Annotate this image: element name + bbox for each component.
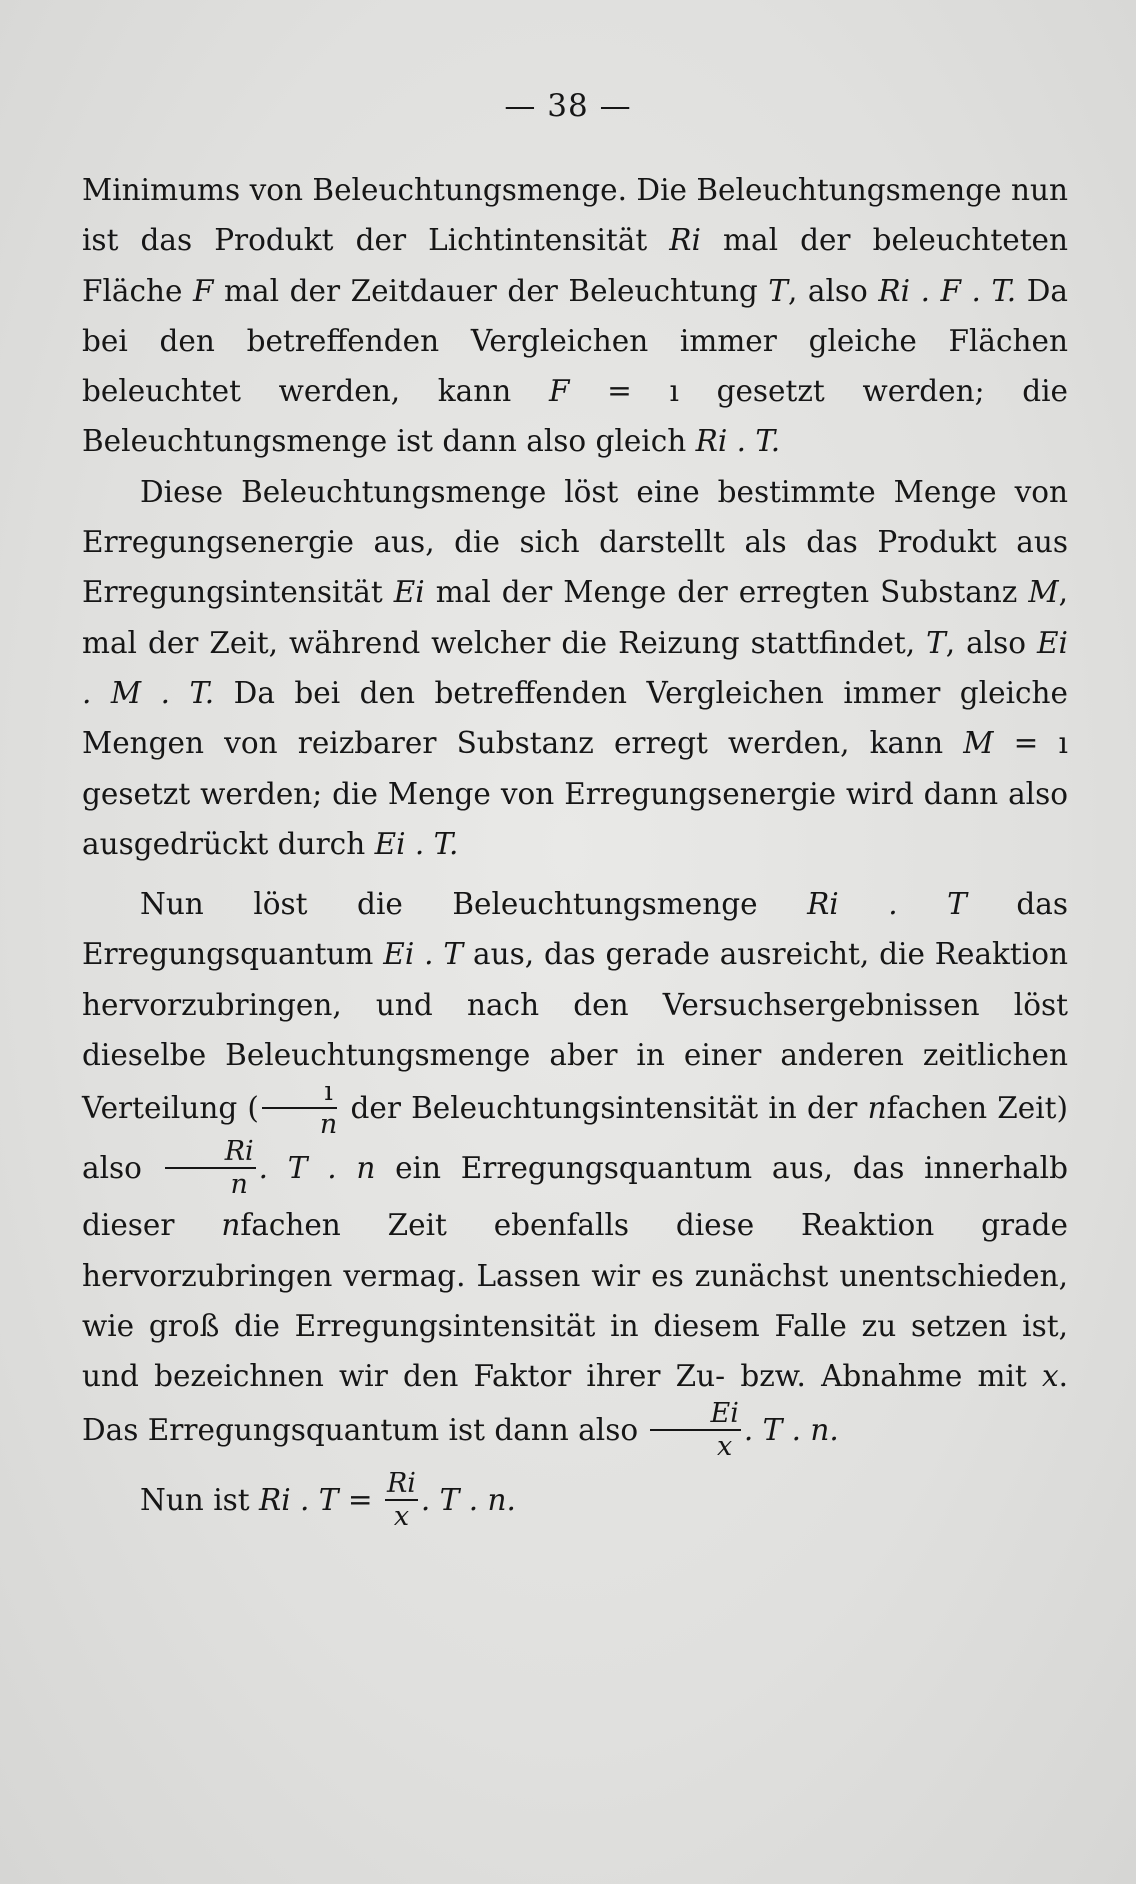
fraction-numerator: Ei bbox=[650, 1400, 740, 1431]
symbol-n: n bbox=[221, 1208, 241, 1243]
text-run: , also bbox=[787, 273, 879, 308]
formula-lhs: Ri . T bbox=[259, 1482, 339, 1517]
symbol-ri: Ri bbox=[669, 223, 701, 258]
fraction-numerator: Ri bbox=[165, 1138, 256, 1169]
paragraph-2 bbox=[82, 467, 1068, 869]
fraction-denominator: n bbox=[230, 1169, 248, 1201]
fraction-numerator: ı bbox=[262, 1078, 337, 1109]
formula-product: Ei . M . T. bbox=[82, 625, 1068, 710]
text-run: der Beleuchtungsintensität in der bbox=[340, 1091, 868, 1126]
symbol-t: T bbox=[926, 625, 946, 660]
symbol-m: M bbox=[963, 726, 994, 761]
fraction-ri-over-n bbox=[165, 1136, 256, 1201]
formula-ei-t: Ei . T bbox=[383, 937, 464, 972]
symbol-f: F bbox=[548, 374, 570, 409]
text-run: mal der Zeitdauer der Beleuchtung bbox=[213, 273, 769, 308]
formula-tail: . T . n bbox=[258, 1151, 376, 1186]
equals-sign: = bbox=[338, 1482, 382, 1517]
equation-one: = ı bbox=[993, 726, 1068, 761]
paragraph-3 bbox=[82, 879, 1068, 1461]
text-run: fachen Zeit ebenfalls diese Reaktion grade hervorzubringen vermag. Lassen wir es zunächst unentschieden, wie groß die Erregungsintensität in diesem Falle zu setzen ist, und bezeichnen wir den Faktor ihrer Zu- bzw. Abnahme mit bbox=[82, 1208, 1068, 1394]
text-run: Diese Beleuchtungsmenge löst eine bestimmte Menge von Erregungsenergie aus, die sich darstellt als das Produkt aus Erregungsintensität bbox=[82, 474, 1068, 610]
text-run: Nun löst die Beleuchtungsmenge bbox=[140, 887, 808, 922]
text-run: mal der Menge der erregten Substanz bbox=[424, 575, 1029, 610]
symbol-m: M bbox=[1028, 575, 1059, 610]
symbol-t: T bbox=[768, 273, 788, 308]
text-run: , also bbox=[945, 625, 1038, 660]
text-run: gesetzt werden; die Menge von Erregungsenergie wird dann also ausgedrückt durch bbox=[82, 776, 1068, 861]
formula-end: Ri . T. bbox=[695, 424, 781, 459]
body-text bbox=[82, 165, 1068, 1538]
symbol-n: n bbox=[867, 1091, 887, 1126]
text-run: Da bei den betreffenden Vergleichen immer gleiche Flächen beleuchtet werden, kann bbox=[82, 273, 1068, 409]
formula-tail: . T . n. bbox=[420, 1482, 516, 1517]
equation-one: = ı bbox=[569, 374, 717, 409]
text-run: aus, das gerade ausreicht, die Reaktion hervorzubringen, und nach den Versuchsergebnissen löst dieselbe Beleuchtungsmenge aber in einer anderen zeitlichen Verteilung ( bbox=[82, 937, 1068, 1126]
fraction-ei-over-x bbox=[650, 1397, 740, 1462]
symbol-f: F bbox=[193, 273, 214, 308]
text-run: . Das Erregungsquantum ist dann also bbox=[82, 1359, 1068, 1447]
text-run: Da bei den betreffenden Vergleichen immer gleiche Mengen von reizbarer Substanz erregt werden, kann bbox=[82, 675, 1068, 761]
fraction-ri-over-x bbox=[385, 1467, 418, 1532]
final-equation-line bbox=[82, 1462, 1068, 1538]
page-number: — 38 — bbox=[504, 88, 632, 124]
text-run: das Erregungsquantum bbox=[82, 887, 1068, 972]
fraction-denominator: x bbox=[717, 1430, 733, 1462]
symbol-ei: Ei bbox=[393, 575, 425, 610]
text-run: ein Erregungsquantum aus, das innerhalb dieser bbox=[82, 1151, 1068, 1243]
fraction-one-over-n bbox=[262, 1076, 338, 1141]
formula-ri-t: Ri . T bbox=[807, 887, 967, 922]
text-run: mal der beleuchteten Fläche bbox=[82, 223, 1068, 308]
text-run: Nun ist bbox=[140, 1482, 259, 1517]
text-run: Minimums von Beleuchtungsmenge. Die Beleuchtungsmenge nun ist das Produkt der Lichtintensität bbox=[82, 173, 1068, 258]
formula-end: Ei . T. bbox=[374, 826, 459, 861]
fraction-numerator: Ri bbox=[386, 1467, 416, 1499]
text-run: fachen Zeit) also bbox=[82, 1091, 1068, 1186]
fraction-denominator: x bbox=[393, 1500, 410, 1532]
text-run: gesetzt werden; die Beleuchtungsmenge ist dann also gleich bbox=[82, 374, 1068, 459]
formula-product: Ri . F . T. bbox=[878, 273, 1017, 308]
symbol-x: x bbox=[1041, 1359, 1059, 1394]
formula-tail: . T . n. bbox=[743, 1412, 839, 1447]
paragraph-1 bbox=[82, 165, 1068, 467]
fraction-denominator: n bbox=[319, 1109, 338, 1141]
text-run: , mal der Zeit, während welcher die Reizung stattfindet, bbox=[82, 575, 1068, 660]
